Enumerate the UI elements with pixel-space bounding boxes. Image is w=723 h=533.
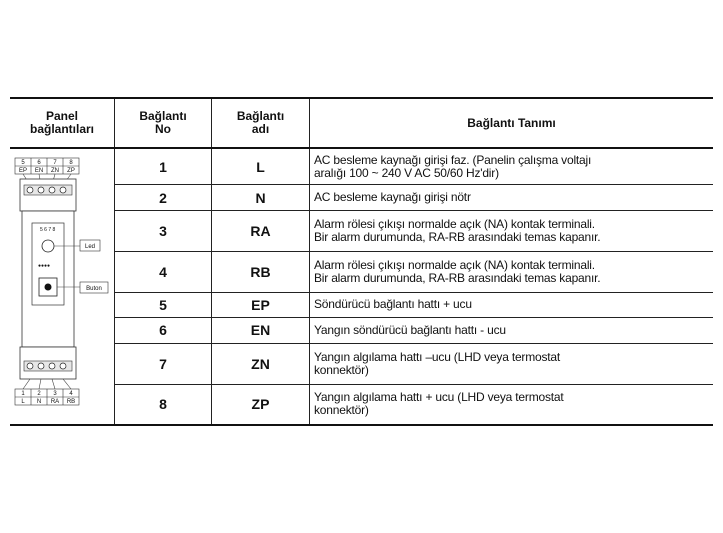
row-adi: N bbox=[212, 185, 310, 211]
svg-text:5 6 7 8: 5 6 7 8 bbox=[40, 227, 56, 233]
bottom-label-rb: RB bbox=[66, 399, 76, 405]
row-desc-line: aralığı 100 ~ 240 V AC 50/60 Hz'dir) bbox=[314, 165, 499, 180]
table-row bbox=[10, 318, 713, 344]
row-adi: RA bbox=[212, 210, 310, 251]
table-row bbox=[10, 210, 713, 251]
bottom-num-2: 2 bbox=[37, 391, 41, 397]
bottom-num-4: 4 bbox=[69, 391, 73, 397]
row-desc-line: Bir alarm durumunda, RA-RB arasındaki temas kapanır. bbox=[314, 270, 601, 285]
button-shape bbox=[45, 284, 52, 291]
top-label-zn: ZN bbox=[51, 168, 59, 174]
row-desc bbox=[310, 384, 714, 425]
bottom-label-l: L bbox=[21, 399, 25, 405]
device-body bbox=[20, 179, 76, 379]
panel-diagram bbox=[10, 149, 114, 419]
row-adi: EP bbox=[212, 292, 310, 318]
row-desc-line: konnektör) bbox=[314, 403, 369, 418]
header-panel-line1: Panel bbox=[45, 109, 78, 123]
row-desc-line: Alarm rölesi çıkışı normalde açık (NA) kontak terminali. bbox=[314, 216, 595, 231]
bottom-num-3: 3 bbox=[53, 391, 57, 397]
row-desc bbox=[310, 251, 714, 292]
table-header-row bbox=[10, 98, 713, 148]
row-desc-line: Alarm rölesi çıkışı normalde açık (NA) kontak terminali. bbox=[314, 257, 595, 272]
row-desc-line: AC besleme kaynağı girişi nötr bbox=[314, 190, 471, 205]
top-label-en: EN bbox=[34, 168, 44, 174]
buton-label: Buton bbox=[86, 286, 102, 292]
row-no: 3 bbox=[115, 210, 212, 251]
row-adi: L bbox=[212, 148, 310, 185]
row-no: 2 bbox=[115, 185, 212, 211]
row-desc-line: Söndürücü bağlantı hattı + ucu bbox=[314, 297, 472, 312]
row-desc bbox=[310, 185, 714, 211]
row-adi: RB bbox=[212, 251, 310, 292]
top-label-ep: EP bbox=[18, 168, 28, 174]
header-adi-line1: Bağlantı bbox=[236, 109, 285, 123]
bottom-label-ra: RA bbox=[50, 399, 60, 405]
bottom-label-n: N bbox=[36, 399, 42, 405]
table-row bbox=[10, 148, 713, 185]
row-desc-line: Yangın algılama hattı + ucu (LHD veya termostat bbox=[314, 390, 564, 405]
header-no bbox=[115, 98, 212, 148]
header-panel bbox=[10, 98, 115, 148]
header-tanim: Bağlantı Tanımı bbox=[310, 98, 714, 148]
row-desc bbox=[310, 148, 714, 185]
led-indicator bbox=[42, 240, 54, 252]
row-desc-line: Bir alarm durumunda, RA-RB arasındaki temas kapanır. bbox=[314, 229, 601, 244]
svg-text:●●●●: ●●●● bbox=[38, 263, 51, 269]
top-num-7: 7 bbox=[53, 160, 57, 166]
row-no: 5 bbox=[115, 292, 212, 318]
row-desc-line: AC besleme kaynağı girişi faz. (Panelin çalışma voltajı bbox=[314, 152, 592, 167]
connection-table bbox=[10, 97, 713, 426]
table-row bbox=[10, 185, 713, 211]
header-no-line1: Bağlantı bbox=[139, 109, 187, 123]
row-no: 6 bbox=[115, 318, 212, 344]
row-no: 8 bbox=[115, 384, 212, 425]
table-row bbox=[10, 292, 713, 318]
top-num-8: 8 bbox=[69, 160, 73, 166]
row-desc-line: konnektör) bbox=[314, 362, 369, 377]
row-adi: ZP bbox=[212, 384, 310, 425]
row-no: 1 bbox=[115, 148, 212, 185]
row-desc bbox=[310, 292, 714, 318]
header-adi-line2: adı bbox=[251, 122, 270, 136]
row-desc-line: Yangın algılama hattı –ucu (LHD veya termostat bbox=[314, 349, 561, 364]
top-num-6: 6 bbox=[37, 160, 41, 166]
row-adi: EN bbox=[212, 318, 310, 344]
header-adi bbox=[212, 98, 310, 148]
row-adi: ZN bbox=[212, 343, 310, 384]
row-desc-line: Yangın söndürücü bağlantı hattı - ucu bbox=[314, 322, 506, 337]
row-desc bbox=[310, 210, 714, 251]
row-no: 7 bbox=[115, 343, 212, 384]
row-desc bbox=[310, 343, 714, 384]
header-no-line2: No bbox=[155, 122, 171, 136]
top-label-zp: ZP bbox=[67, 168, 75, 174]
row-no: 4 bbox=[115, 251, 212, 292]
led-label: Led bbox=[84, 244, 96, 250]
panel-diagram-cell bbox=[10, 148, 115, 425]
bottom-num-1: 1 bbox=[21, 391, 25, 397]
row-desc bbox=[310, 318, 714, 344]
top-num-5: 5 bbox=[21, 160, 25, 166]
table-row bbox=[10, 384, 713, 425]
table-row bbox=[10, 343, 713, 384]
header-panel-line2: bağlantıları bbox=[29, 122, 94, 136]
table-row bbox=[10, 251, 713, 292]
